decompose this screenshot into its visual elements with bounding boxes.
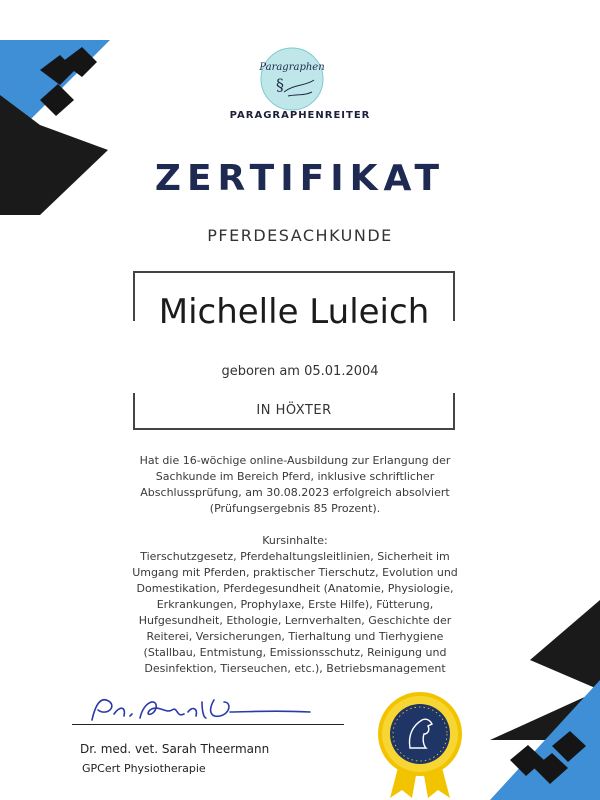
course-line: Reiterei, Versicherungen, Tierhaltung und Tierhygiene	[146, 630, 444, 643]
course-line: Domestikation, Pferdegesundheit (Anatomie, Physiologie,	[136, 582, 454, 595]
course-line: Tierschutzgesetz, Pferdehaltungsleitlinien, Sicherheit im	[140, 550, 450, 563]
spacer	[90, 517, 500, 533]
recipient-name: Michelle Luleich	[158, 292, 430, 332]
gold-seal-icon	[372, 690, 468, 800]
certificate-subtitle: PFERDESACHKUNDE	[207, 226, 393, 245]
achievement-line: Sachkunde im Bereich Pferd, inklusive schriftlicher	[155, 470, 435, 483]
achievement-line: (Prüfungsergebnis 85 Prozent).	[209, 502, 381, 515]
course-heading: Kursinhalte:	[262, 534, 328, 547]
brand-name: PARAGRAPHENREITER	[229, 110, 371, 121]
certificate-title: ZERTIFIKAT	[154, 158, 446, 199]
handwritten-signature	[80, 688, 320, 728]
paragraphenreiter-logo	[254, 44, 330, 114]
signer-role: GPCert Physiotherapie	[82, 762, 206, 775]
name-frame-top	[133, 271, 455, 273]
svg-text:§: §	[276, 75, 284, 94]
svg-text:Paragraphen: Paragraphen	[259, 62, 325, 73]
course-line: (Stallbau, Entmistung, Emissionsschutz, Reinigung und	[143, 646, 447, 659]
certificate-body	[90, 453, 500, 677]
place-frame-bottom	[133, 428, 455, 430]
signer-name: Dr. med. vet. Sarah Theermann	[80, 742, 270, 756]
course-line: Desinfektion, Tierseuchen, etc.), Betriebsmanagement	[144, 662, 446, 675]
birth-date: geboren am 05.01.2004	[221, 364, 379, 379]
course-line: Erkrankungen, Prophylaxe, Erste Hilfe), Fütterung,	[156, 598, 434, 611]
achievement-line: Hat die 16-wöchige online-Ausbildung zur Erlangung der	[139, 454, 451, 467]
birth-place: IN HÖXTER	[256, 403, 332, 418]
course-line: Umgang mit Pferden, praktischer Tierschutz, Evolution und	[132, 566, 458, 579]
achievement-line: Abschlussprüfung, am 30.08.2023 erfolgreich absolviert	[140, 486, 450, 499]
signature-line	[72, 724, 344, 725]
corner-decoration-bottom-right	[490, 590, 600, 800]
course-line: Hufgesundheit, Ethologie, Lernverhalten, Geschichte der	[138, 614, 452, 627]
